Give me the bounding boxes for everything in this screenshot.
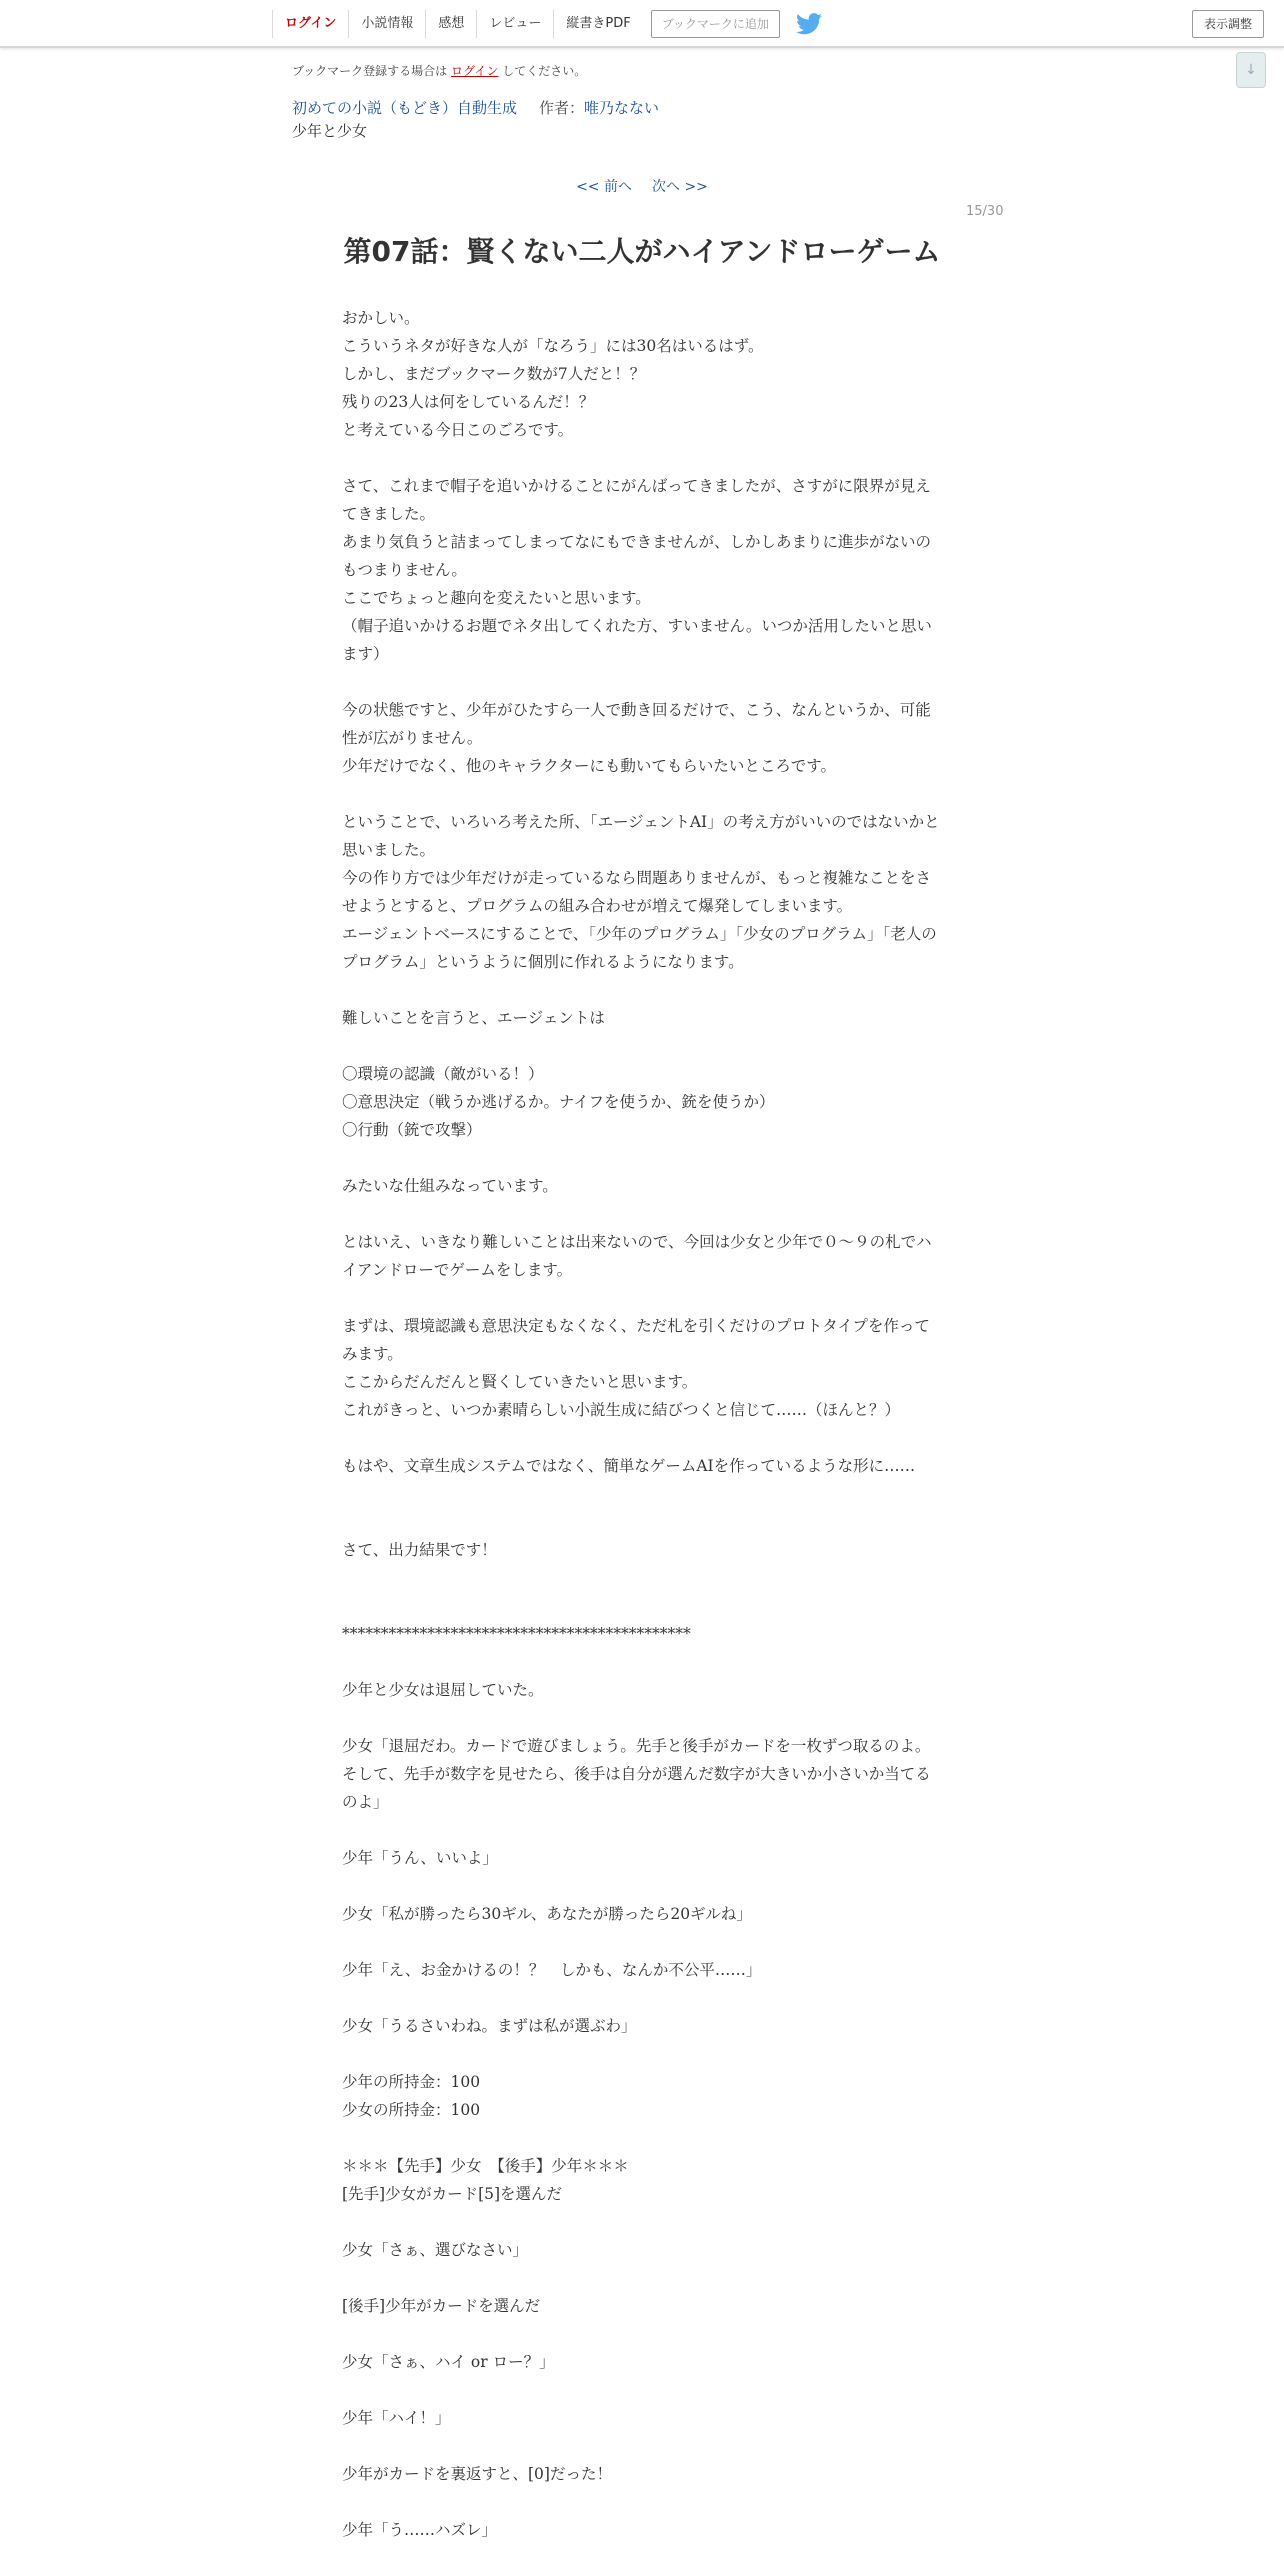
arrow-down-icon: ↓ — [1245, 62, 1257, 78]
novel-line: 少女「私が勝ったら30ギル、あなたが勝ったら20ギルね」 — [342, 1905, 752, 1923]
novel-line: 少年「う……ハズレ」 — [342, 2521, 498, 2539]
novel-line — [342, 2320, 942, 2348]
novel-line: 少女「さぁ、ハイ or ロー？」 — [342, 2353, 555, 2371]
novel-line: 少年「ハイ！」 — [342, 2409, 451, 2427]
novel-line — [342, 1284, 942, 1312]
novel-line — [342, 1508, 942, 1536]
novel-line: 少年「うん、いいよ」 — [342, 1849, 498, 1867]
next-page-link[interactable]: 次へ >> — [652, 179, 708, 195]
novel-line: ここからだんだんと賢くしていきたいと思います。 — [342, 1373, 698, 1391]
novel-line — [342, 1480, 942, 1508]
novel-line — [342, 2488, 942, 2516]
novel-line — [342, 1872, 942, 1900]
novel-line: あまり気負うと詰まってしまってなにもできませんが、しかしあまりに進歩がないのもつまりません。 — [342, 533, 932, 579]
novel-line — [342, 444, 942, 472]
add-bookmark-button[interactable]: ブックマークに追加 — [651, 10, 780, 38]
novel-line — [342, 2432, 942, 2460]
novel-line — [342, 2124, 942, 2152]
novel-line — [342, 780, 942, 808]
novel-line — [342, 1200, 942, 1228]
novel-line: 残りの23人は何をしているんだ！？ — [342, 393, 595, 411]
novel-line — [342, 1564, 942, 1592]
prev-page-link[interactable]: << 前へ — [576, 179, 632, 195]
novel-line: 難しいことを言うと、エージェントは — [342, 1009, 605, 1027]
author-label: 作者： — [539, 99, 585, 117]
novel-line: [後手]少年がカードを選んだ — [342, 2297, 541, 2315]
novel-line — [342, 2040, 942, 2068]
nav-novel-info[interactable]: 小説情報 — [348, 10, 425, 38]
novel-line — [342, 976, 942, 1004]
novel-line: と考えている今日このごろです。 — [342, 421, 574, 439]
nav-vertical-pdf[interactable]: 縦書きPDF — [553, 10, 642, 38]
bookmark-login-note — [292, 62, 586, 79]
novel-line: 〇意思決定（戦うか逃げるか。ナイフを使うか、銃を使うか） — [342, 1093, 775, 1111]
pager — [0, 176, 1284, 196]
scroll-down-button[interactable] — [1236, 52, 1266, 88]
novel-line: まずは、環境認識も意思決定もなくなく、ただ札を引くだけのプロトタイプを作ってみます。 — [342, 1317, 930, 1363]
novel-line — [342, 2264, 942, 2292]
novel-line: 少年だけでなく、他のキャラクターにも動いてもらいたいところです。 — [342, 757, 836, 775]
novel-line: さて、これまで帽子を追いかけることにがんばってきましたが、さすがに限界が見えてきました。 — [342, 477, 931, 523]
novel-line: ＊＊＊【先手】少女 【後手】少年＊＊＊ — [342, 2157, 629, 2175]
novel-line: 今の状態ですと、少年がひたすら一人で動き回るだけで、こう、なんというか、可能性が広がりません。 — [342, 701, 931, 747]
novel-line: エージェントベースにすることで、「少年のプログラム」「少女のプログラム」「老人のプログラム」というように個別に作れるようになります。 — [342, 925, 937, 971]
novel-line: 少年と少女は退屈していた。 — [342, 1681, 544, 1699]
novel-line — [342, 1704, 942, 1732]
novel-line: 〇行動（銃で攻撃） — [342, 1121, 482, 1139]
novel-line: これがきっと、いつか素晴らしい小説生成に結びつくと信じて……（ほんと？） — [342, 1401, 901, 1419]
novel-line: とはいえ、いきなり難しいことは出来ないので、今回は少女と少年で０～９の札でハイアンドローでゲームをします。 — [342, 1233, 932, 1279]
novel-line — [342, 1928, 942, 1956]
novel-line — [342, 668, 942, 696]
nav-impressions[interactable]: 感想 — [425, 10, 476, 38]
bookmark-note-suffix: してください。 — [502, 64, 587, 78]
novel-line: みたいな仕組みなっています。 — [342, 1177, 558, 1195]
novel-line: こういうネタが好きな人が「なろう」には30名はいるはず。 — [342, 337, 764, 355]
novel-line: （帽子追いかけるお題でネタ出してくれた方、すいません。いつか活用したいと思います） — [342, 617, 932, 663]
display-settings-button[interactable]: 表示調整 — [1192, 10, 1264, 38]
author-link[interactable]: 唯乃なない — [584, 99, 660, 117]
novel-line: 今の作り方では少年だけが走っているなら問題ありませんが、もっと複雑なことをさせようとすると、プログラムの組み合わせが増えて爆発してしまいます。 — [342, 869, 932, 915]
series-title-link[interactable]: 初めての小説（もどき）自動生成 — [292, 99, 518, 117]
novel-line: ということで、いろいろ考えた所、「エージェントAI」の考え方がいいのではないかと思いました。 — [342, 813, 940, 859]
novel-line — [342, 2208, 942, 2236]
series-info — [292, 97, 659, 118]
novel-line: 〇環境の認識（敵がいる！） — [342, 1065, 544, 1083]
novel-line — [342, 1424, 942, 1452]
novel-line: [先手]少女がカード[5]を選んだ — [342, 2185, 563, 2203]
twitter-bird-icon[interactable] — [796, 13, 822, 35]
novel-line — [342, 1144, 942, 1172]
nav-login[interactable]: ログイン — [272, 10, 348, 38]
novel-line — [342, 1984, 942, 2012]
page-counter: 15/30 — [966, 204, 1004, 219]
top-nav-bar — [0, 0, 1284, 48]
novel-line: ここでちょっと趣向を変えたいと思います。 — [342, 589, 651, 607]
novel-line: しかし、まだブックマーク数が7人だと！？ — [342, 365, 646, 383]
novel-body — [342, 304, 942, 2544]
novel-line — [342, 1648, 942, 1676]
novel-line — [342, 1592, 942, 1620]
novel-line: ********************************************* — [342, 1625, 691, 1643]
chapter-title: 第07話：賢くない二人がハイアンドローゲーム — [343, 235, 941, 268]
novel-line: 少年の所持金：100 — [342, 2073, 481, 2091]
novel-line: 少女の所持金：100 — [342, 2101, 481, 2119]
chapter-subtitle: 少年と少女 — [292, 122, 368, 140]
novel-line: 少年がカードを裏返すと、[0]だった！ — [342, 2465, 612, 2483]
global-nav — [272, 10, 822, 38]
novel-line — [342, 1032, 942, 1060]
novel-line: 少年「え、お金かけるの！？ しかも、なんか不公平……」 — [342, 1961, 762, 1979]
novel-line — [342, 2376, 942, 2404]
novel-line: おかしい。 — [342, 309, 420, 327]
novel-line: さて、出力結果です！ — [342, 1541, 497, 1559]
novel-line: もはや、文章生成システムではなく、簡単なゲームAIを作っているような形に…… — [342, 1457, 916, 1475]
novel-line — [342, 1816, 942, 1844]
novel-line: 少女「退屈だわ。カードで遊びましょう。先手と後手がカードを一枚ずつ取るのよ。そして、先手が数字を見せたら、後手は自分が選んだ数字が大きいか小さいか当てるのよ」 — [342, 1737, 931, 1811]
bookmark-login-link[interactable]: ログイン — [451, 64, 499, 78]
bookmark-note-prefix: ブックマーク登録する場合は — [292, 64, 448, 78]
nav-review[interactable]: レビュー — [476, 10, 553, 38]
novel-line: 少女「さぁ、選びなさい」 — [342, 2241, 529, 2259]
novel-line: 少女「うるさいわね。まずは私が選ぶわ」 — [342, 2017, 637, 2035]
